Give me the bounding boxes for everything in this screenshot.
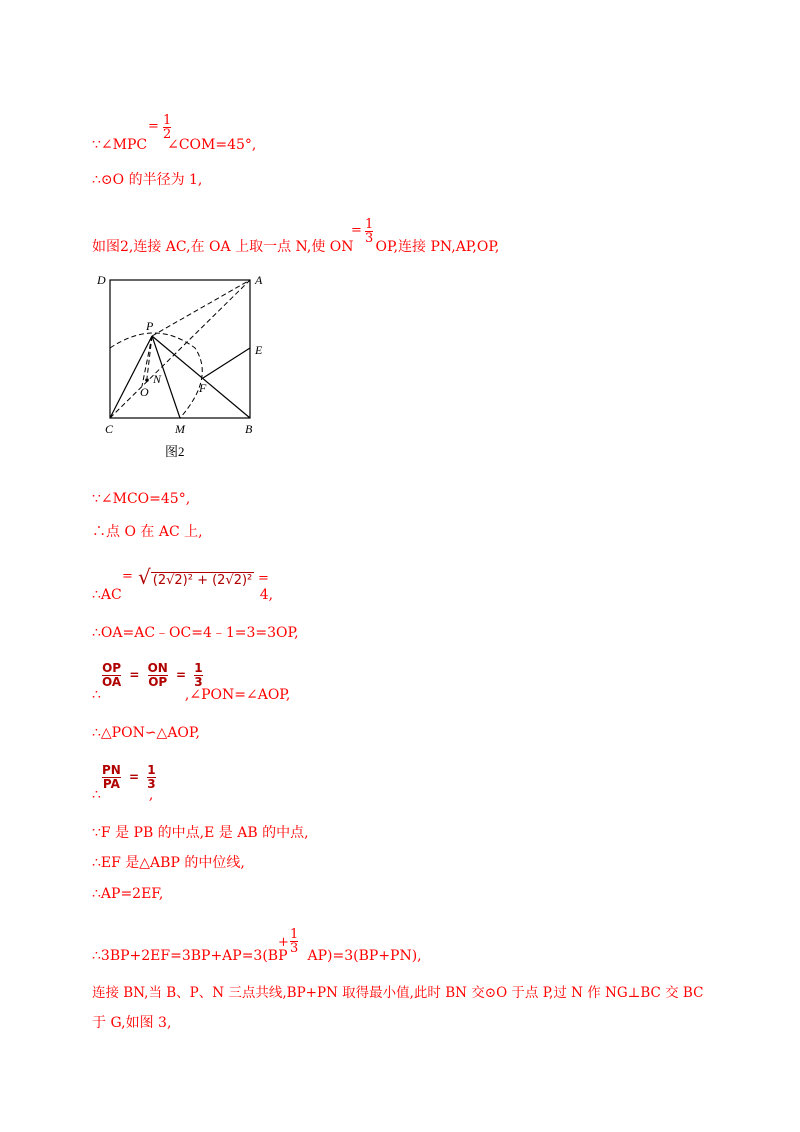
frac-on-op [148, 662, 168, 689]
eq-sign: = [122, 569, 133, 584]
fraction-expression [102, 662, 203, 689]
label-d: D [97, 273, 106, 287]
frac-den: 3 [147, 777, 156, 791]
label-m: M [175, 422, 185, 436]
figure-2 [95, 268, 275, 463]
frac-den: OP [148, 675, 168, 689]
line-8-prefix: ∴ [92, 687, 101, 703]
line-13: ∴AP=2EF, [92, 886, 164, 902]
line-3-text: 如图2,连接 AC,在 OA 上取一点 N,使 ON [92, 239, 354, 255]
frac-den: PA [102, 777, 120, 791]
sqrt-icon: √ [138, 565, 151, 589]
line-1-prefix: ∵∠MPC [92, 137, 148, 153]
line-3 [92, 238, 499, 256]
eq-sign: = [129, 668, 140, 682]
frac-num: 1 [290, 927, 299, 942]
line-1-suffix: ∠COM=45°, [167, 137, 257, 153]
label-c: C [105, 422, 114, 436]
line-9: ∴△PON∽△AOP, [92, 725, 200, 741]
frac-num: 1 [365, 217, 374, 232]
line-14-prefix: ∴3BP+2EF=3BP+AP=3(BP [92, 948, 288, 964]
segment-pb [152, 336, 250, 418]
radicand: (2√2)² + (2√2)² [152, 573, 253, 588]
line-6-result: 4, [259, 587, 274, 603]
line-10-prefix: ∴ [92, 787, 101, 803]
line-4: ∵∠MCO=45°, [92, 491, 191, 507]
line-16: 于 G,如图 3, [92, 1015, 172, 1031]
label-e: E [255, 343, 263, 357]
frac-num: PN [102, 763, 121, 777]
line-8 [92, 686, 290, 704]
line-10-suffix: , [148, 787, 154, 803]
line-10 [92, 786, 153, 804]
eq-sign: = [351, 223, 362, 238]
eq-sign-2: = [258, 571, 269, 586]
frac-one-third [194, 662, 202, 689]
line-12: ∴EF 是△ABP 的中位线, [92, 855, 245, 871]
frac-num: 1 [163, 113, 172, 128]
frac-den: 3 [194, 675, 203, 689]
line-6-prefix: ∴AC [92, 587, 122, 603]
frac-op-oa [102, 662, 121, 689]
line-5: ∴点 O 在 AC 上, [92, 524, 203, 540]
line-14 [92, 947, 422, 965]
frac-num: 1 [194, 661, 203, 675]
segment-pn [147, 336, 152, 378]
frac-den: 2 [163, 127, 172, 142]
eq-sign: = [148, 119, 159, 134]
frac-num: ON [147, 661, 168, 675]
label-a: A [255, 273, 263, 287]
line-8-suffix: ,∠PON=∠AOP, [184, 687, 291, 703]
segment-cp [110, 336, 152, 418]
line-14-suffix: AP)=3(BP+PN), [307, 948, 422, 964]
figure-2-caption: 图2 [165, 444, 185, 459]
eq-sign: = [176, 668, 187, 682]
label-n: N [153, 372, 162, 386]
line-7: ∴OA=AC﹣OC=4﹣1=3=3OP, [92, 625, 299, 641]
line-15: 连接 BN,当 B、P、N 三点共线,BP+PN 取得最小值,此时 BN 交⊙O 于点 P,过 N 作 NG⊥BC 交 BC [92, 985, 704, 1001]
frac-num: OP [102, 661, 122, 675]
line-11: ∵F 是 PB 的中点,E 是 AB 的中点, [92, 825, 309, 841]
label-b: B [245, 422, 253, 436]
label-o: O [140, 385, 149, 399]
diagonal-ca [110, 280, 250, 418]
frac-den: 3 [290, 941, 299, 956]
line-3-suffix: OP,连接 PN,AP,OP, [375, 239, 500, 255]
frac-den: OA [102, 675, 122, 689]
label-f: F [199, 381, 207, 395]
eq-sign: = [129, 770, 140, 784]
frac-den: 3 [365, 231, 374, 246]
label-p: P [146, 319, 154, 333]
point-n-dot [145, 378, 149, 382]
line-1 [92, 136, 256, 154]
frac-num: 1 [147, 763, 156, 777]
line-2: ∴⊙O 的半径为 1, [92, 172, 203, 188]
segment-fe [203, 348, 250, 378]
line-6 [92, 586, 273, 604]
plus-sign: + [278, 935, 289, 950]
